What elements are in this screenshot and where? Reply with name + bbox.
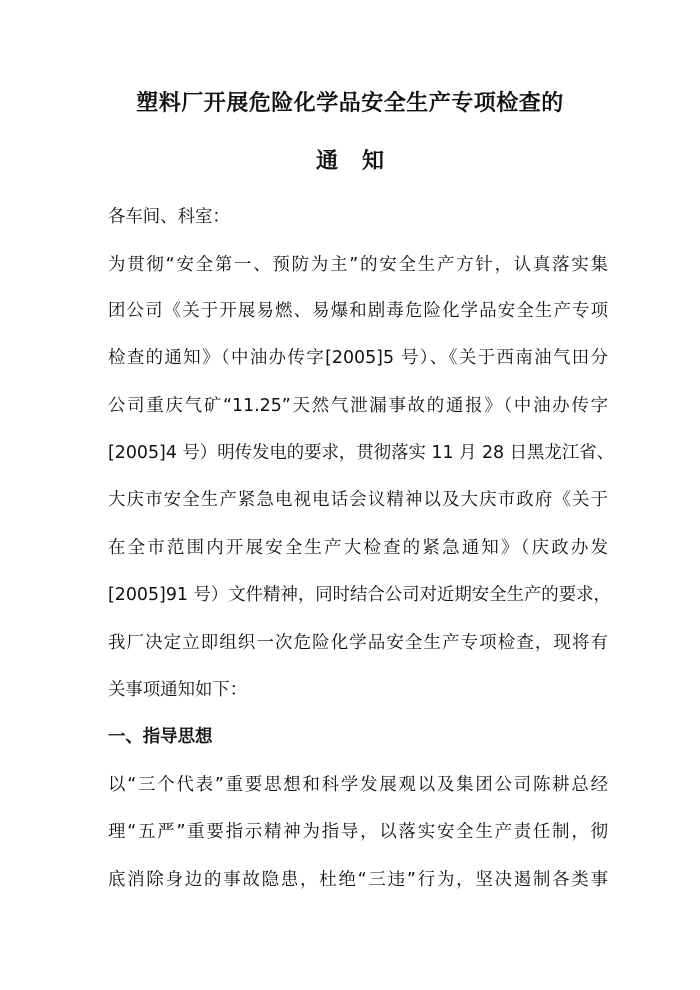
salutation: 各车间、科室： [108,207,230,227]
paragraph-line: 底消除身边的事故隐患，杜绝“三违”行为，坚决遏制各类事 [108,870,608,890]
paragraph-line: 以“三个代表”重要思想和科学发展观以及集团公司陈耕总经 [108,775,608,795]
document-title: 塑料厂开展危险化学品安全生产专项检查的 [136,91,564,116]
paragraph-line: 公司重庆气矿“11.25”天然气泄漏事故的通报》（中油办传字 [108,396,608,416]
paragraph-line: 检查的通知》（中油办传字[2005]5 号）、《关于西南油气田分 [108,348,608,368]
section-heading: 一、指导思想 [108,727,213,747]
paragraph-line: 大庆市安全生产紧急电视电话会议精神以及大庆市政府《关于 [108,490,608,510]
paragraph-line: 为贯彻“安全第一、预防为主”的安全生产方针，认真落实集 [108,255,608,275]
paragraph-line: 在全市范围内开展安全生产大检查的紧急通知》（庆政办发 [108,538,608,558]
document-title-notice: 通知 [315,149,408,174]
paragraph-line: [2005]91 号）文件精神，同时结合公司对近期安全生产的要求， [108,585,611,605]
paragraph-line: 理“五严”重要指示精神为指导，以落实安全生产责任制，彻 [108,822,608,842]
paragraph-line: 我厂决定立即组织一次危险化学品安全生产专项检查，现将有 [108,633,608,653]
paragraph-line: 关事项通知如下： [108,680,248,700]
paragraph-line: 团公司《关于开展易燃、易爆和剧毒危险化学品安全生产专项 [108,301,608,321]
paragraph-line: [2005]4 号）明传发电的要求，贯彻落实 11 月 28 日黑龙江省、 [108,443,614,463]
